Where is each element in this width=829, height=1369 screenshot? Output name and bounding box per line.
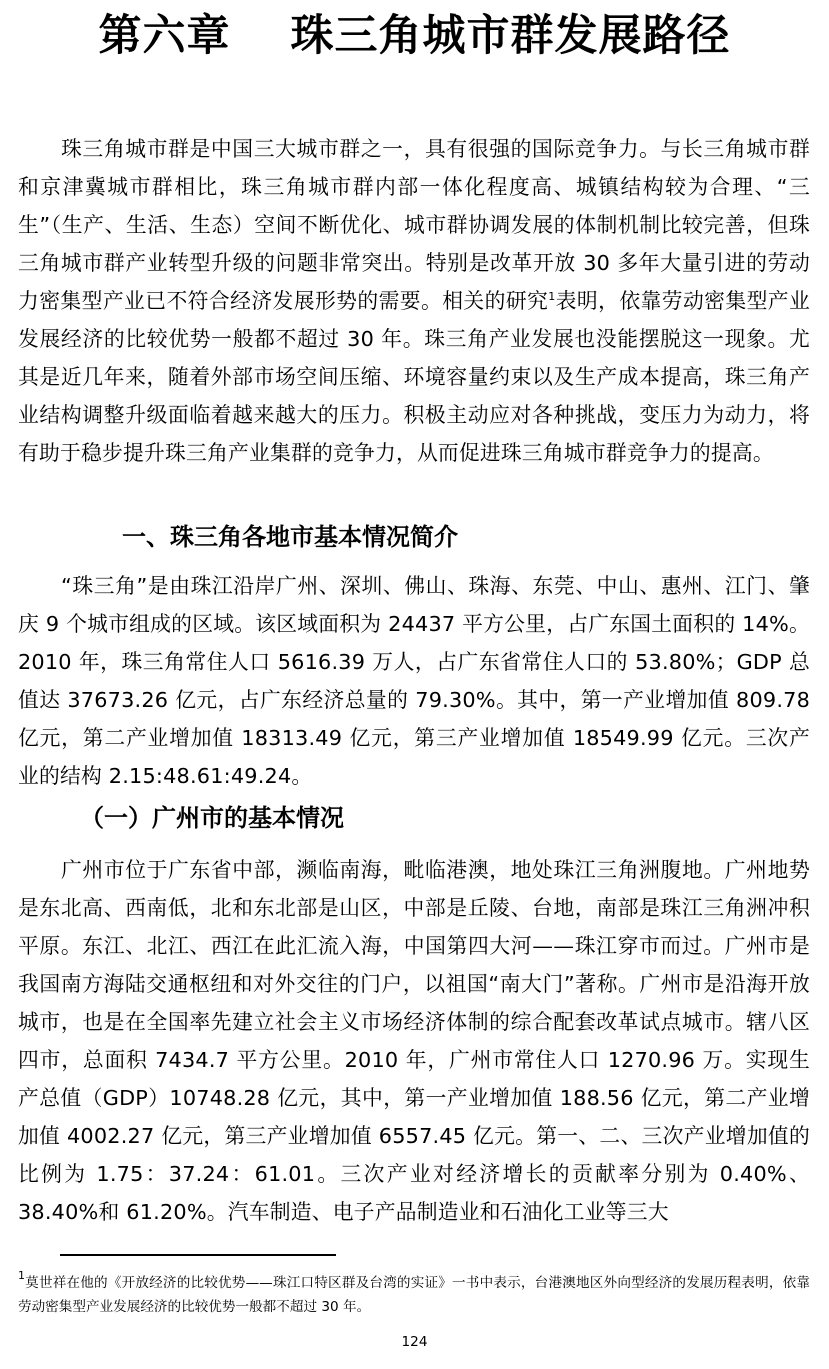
guangzhou-paragraph: 广州市位于广东省中部，濒临南海，毗临港澳，地处珠江三角洲腹地。广州地势是东北高、西南低，北和东北部是山区，中部是丘陵、台地，南部是珠江三角洲冲积平原。东江、北江、西江在此汇流入海，中国第四大河——珠江穿市而过。广州市是我国南方海陆交通枢纽和对外交往的门户，以祖国“南大门”著称。广州市是沿海开放城市，也是在全国率先建立社会主义市场经济体制的综合配套改革试点城市。辖八区四市，总面积 7434.7 平方公里。2010 年，广州市常住人口 1270.96 万。实现生产总值（GDP）10748.28 亿元，其中，第一产业增加值 188.56 亿元，第二产业增加值 4002.27 亿元，第三产业增加值 6557.45 亿元。第一、二、三次产业增加值的比例为 1.75：37.24：61.01。三次产业对经济增长的贡献率分别为 0.40%、38.40%和 61.20%。汽车制造、电子产品制造业和石油化工业等三大 bbox=[18, 858, 810, 1224]
footnote bbox=[18, 1271, 810, 1319]
footnote-reference[interactable]: 1 bbox=[548, 290, 556, 303]
section-paragraph: “珠三角”是由珠江沿岸广州、深圳、佛山、珠海、东莞、中山、惠州、江门、肇庆 9 个城市组成的区域。该区域面积为 24437 平方公里，占广东国土面积的 14%。2010 年，珠三角常住人口 5616.39 万人，占广东省常住人口的 53.80%；GDP 总值达 37673.26 亿元，占广东经济总量的 79.30%。其中，第一产业增加值 809.78 亿元，第二产业增加值 18313.49 亿元，第三产业增加值 18549.99 亿元。三次产业的结构 2.15:48.61:49.24。 bbox=[18, 574, 810, 788]
footnote-mark: 1 bbox=[18, 1269, 25, 1282]
chapter-title: 第六章 珠三角城市群发展路径 bbox=[98, 11, 731, 61]
subsection-heading: （一）广州市的基本情况 bbox=[80, 804, 344, 832]
page-number: 124 bbox=[401, 1334, 428, 1350]
footnote-text: 莫世祥在他的《开放经济的比较优势——珠江口特区群及台湾的实证》一书中表示，台港澳地区外向型经济的发展历程表明，依靠劳动密集型产业发展经济的比较优势一般都不超过 30 年。 bbox=[18, 1275, 810, 1315]
footnote-divider bbox=[60, 1254, 336, 1256]
intro-text-start: 珠三角城市群是中国三大城市群之一，具有很强的国际竞争力。与长三角城市群和京津冀城市群相比，珠三角城市群内部一体化程度高、城镇结构较为合理、“三生”（生产、生活、生态）空间不断优化、城市群协调发展的体制机制比较完善，但珠三角城市群产业转型升级的问题非常突出。特别是改革开放 30 多年大量引进的劳动力密集型产业已不符合经济发展形势的需要。相关的研究 bbox=[18, 137, 810, 313]
intro-paragraph bbox=[18, 130, 810, 472]
section-heading: 一、珠三角各地市基本情况简介 bbox=[122, 523, 458, 551]
intro-text-end: 表明，依靠劳动密集型产业发展经济的比较优势一般都不超过 30 年。珠三角产业发展也没能摆脱这一现象。尤其是近几年来，随着外部市场空间压缩、环境容量约束以及生产成本提高，珠三角产业结构调整升级面临着越来越大的压力。积极主动应对各种挑战，变压力为动力，将有助于稳步提升珠三角产业集群的竞争力，从而促进珠三角城市群竞争力的提高。 bbox=[18, 289, 810, 465]
